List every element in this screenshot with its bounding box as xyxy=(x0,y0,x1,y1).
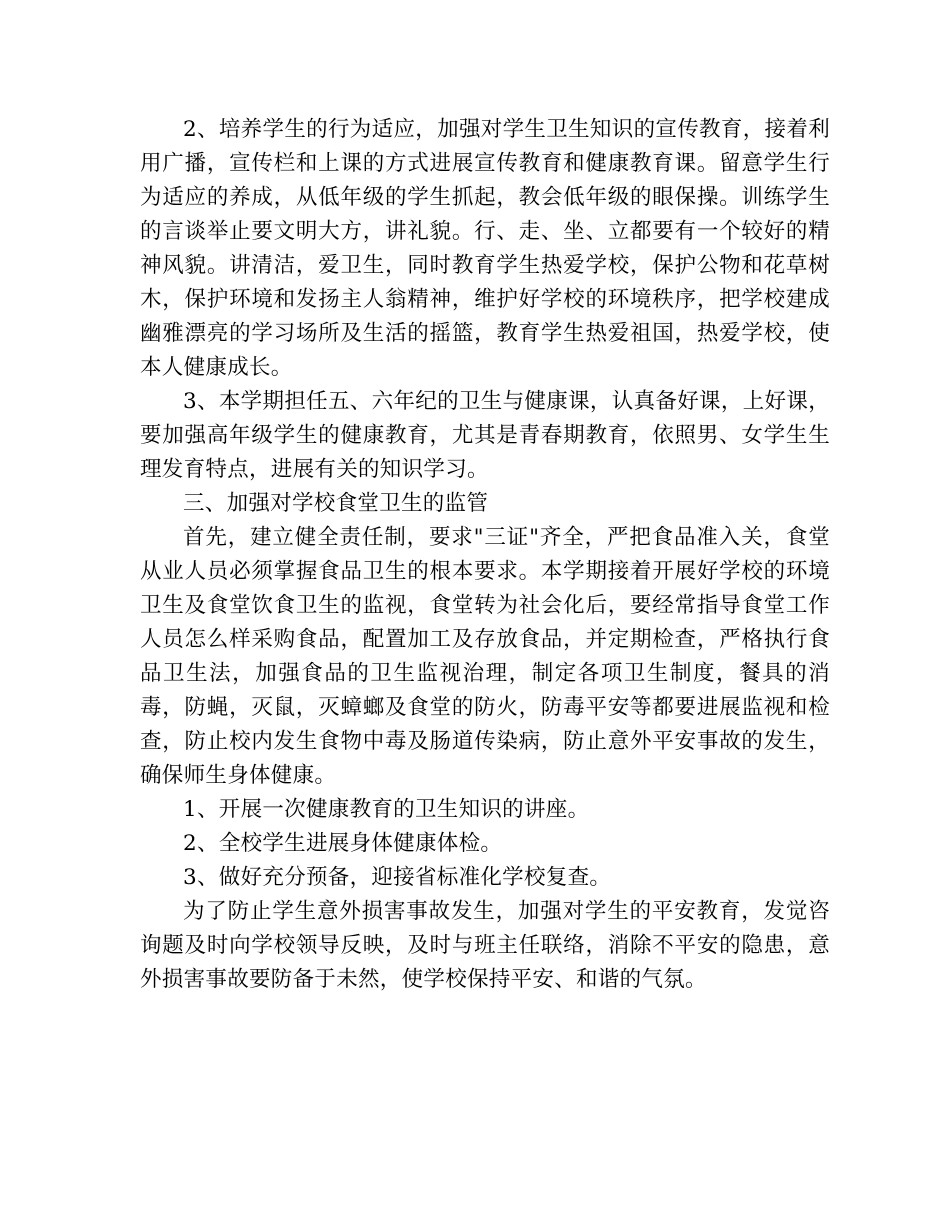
list-item-inspection: 3、做好充分预备，迎接省标准化学校复查。 xyxy=(183,865,612,890)
list-item-checkup: 2、全校学生进展身体健康体检。 xyxy=(183,831,503,856)
paragraph-hygiene-habits: 2、培养学生的行为适应，加强对学生卫生知识的宣传教育，接着利用广播，宣传栏和上课的方式进展宣传教育和健康教育课。留意学生行为适应的养成，从低年级的学生抓起，教会低年级的眼保操。训练学生的言谈举止要文明大方，讲礼貌。行、走、坐、立都要有一个较好的精神风貌。讲清洁，爱卫生，同时教育学生热爱学校，保护公物和花草树木，保护环境和发扬主人翁精神，维护好学校的环境秩序，把学校建成幽雅漂亮的学习场所及生活的摇篮，教育学生热爱祖国，热爱学校，使本人健康成长。 xyxy=(140,117,830,380)
list-item-lecture: 1、开展一次健康教育的卫生知识的讲座。 xyxy=(183,797,590,822)
paragraph-health-course: 3、本学期担任五、六年纪的卫生与健康课，认真备好课，上好课，要加强高年级学生的健康教育，尤其是青春期教育，依照男、女学生生理发育特点，进展有关的知识学习。 xyxy=(140,389,830,482)
document-body xyxy=(140,113,830,997)
section-heading-canteen: 三、加强对学校食堂卫生的监管 xyxy=(183,491,489,516)
paragraph-canteen-supervision: 首先，建立健全责任制，要求"三证"齐全，严把食品准入关，食堂从业人员必须掌握食品卫生的根本要求。本学期接着开展好学校的环境卫生及食堂饮食卫生的监视，食堂转为社会化后，要经常指导食堂工作人员怎么样采购食品，配置加工及存放食品，并定期检查，严格执行食品卫生法，加强食品的卫生监视治理，制定各项卫生制度，餐具的消毒，防蝇，灭鼠，灭蟑螂及食堂的防火，防毒平安等都要进展监视和检查，防止校内发生食物中毒及肠道传染病，防止意外平安事故的发生，确保师生身体健康。 xyxy=(140,525,830,788)
paragraph-safety-education: 为了防止学生意外损害事故发生，加强对学生的平安教育，发觉咨询题及时向学校领导反映，及时与班主任联络，消除不平安的隐患，意外损害事故要防备于未然，使学校保持平安、和谐的气氛。 xyxy=(140,899,830,992)
